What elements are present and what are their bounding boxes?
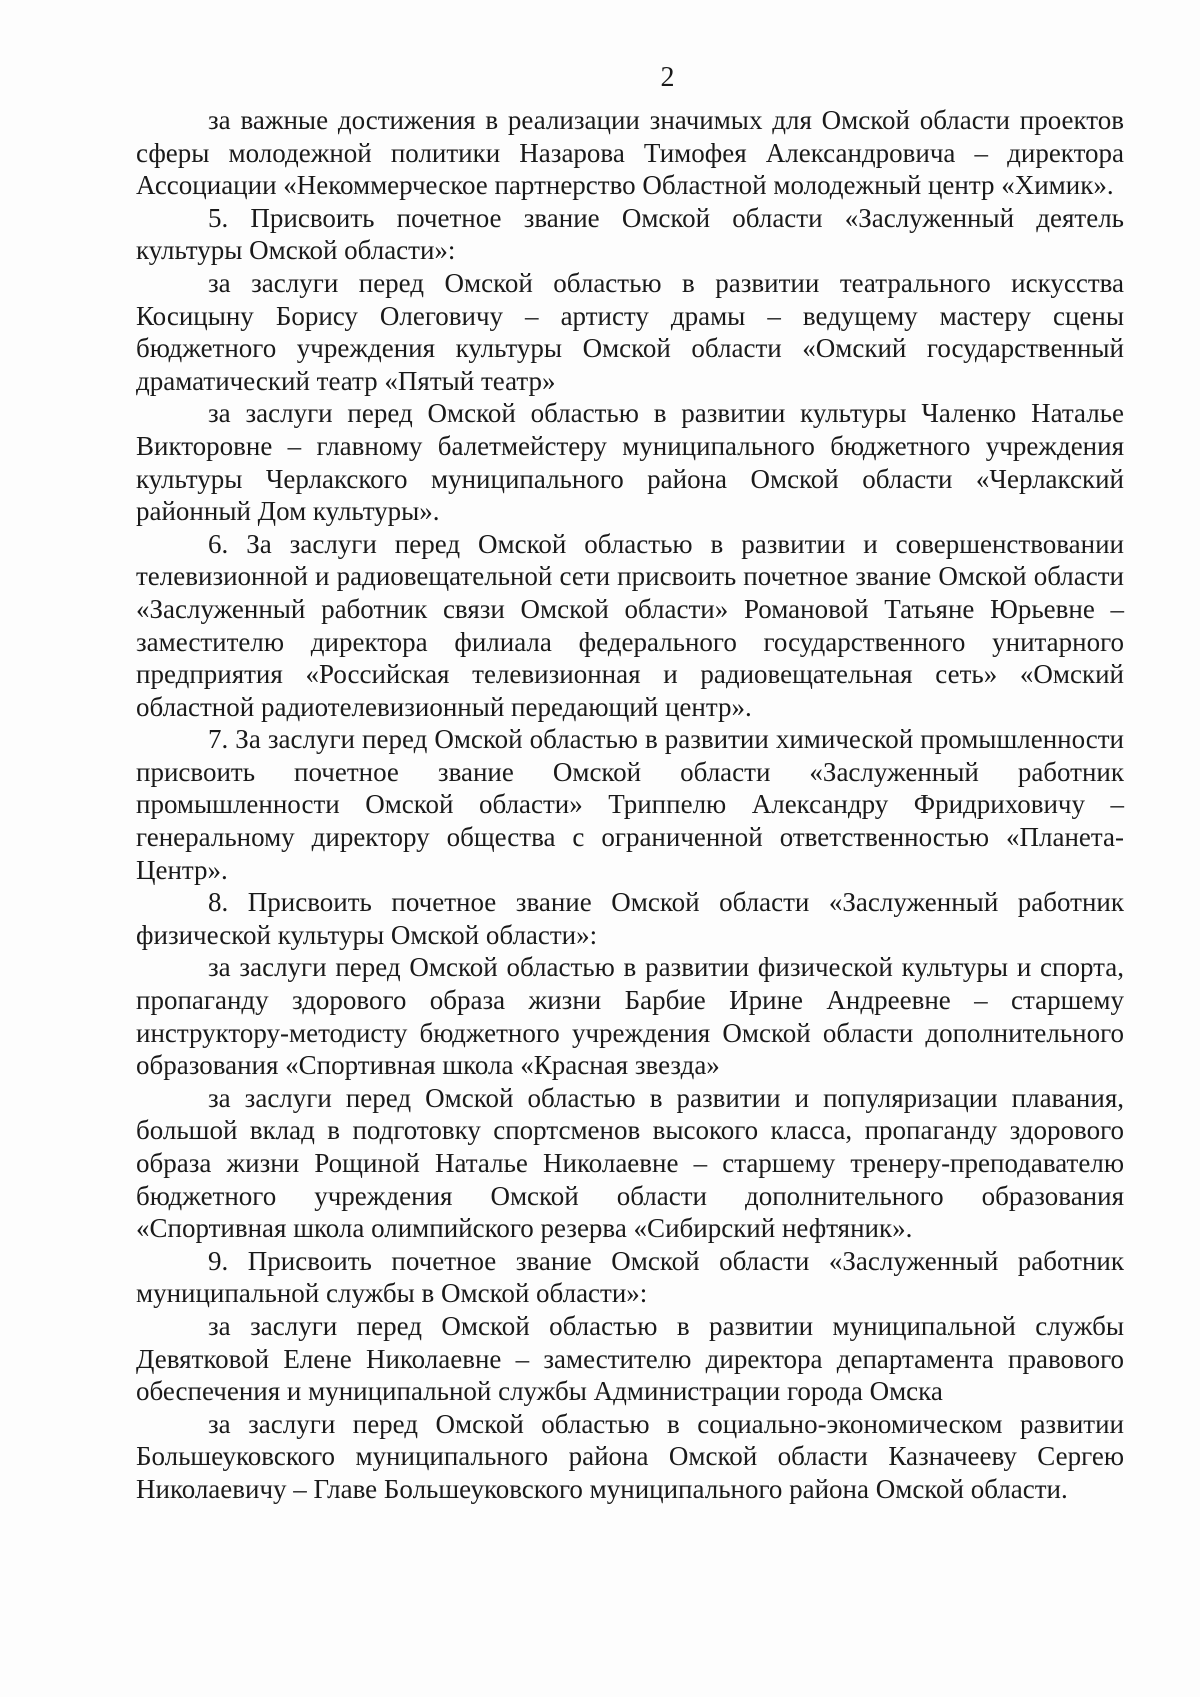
paragraph-item-6-romanova: 6. За заслуги перед Омской областью в развитии и совершенствовании телевизионной и радиовещательной сети присвоить почетное звание Омской области «Заслуженный работник связи Омской области» Романовой Татьяне Юрьевне – заместителю директора филиала федерального государственного унитарного предприятия «Российская телевизионная и радиовещательная сеть» «Омский областной радиотелевизионный передающий центр». bbox=[136, 528, 1124, 722]
paragraph-award-chalenko: за заслуги перед Омской областью в развитии культуры Чаленко Наталье Викторовне – главному балетмейстеру муниципального бюджетного учреждения культуры Черлакского муниципального района Омской области «Черлакский районный Дом культуры». bbox=[136, 398, 1124, 527]
page-number: 2 bbox=[660, 62, 675, 93]
paragraph-award-roshchina: за заслуги перед Омской областью в развитии и популяризации плавания, большой вклад в подготовку спортсменов высокого класса, пропаганду здорового образа жизни Рощиной Наталье Николаевне – старшему тренеру-преподавателю бюджетного учреждения Омской области дополнительного образования «Спортивная школа олимпийского резерва «Сибирский нефтяник». bbox=[136, 1082, 1124, 1244]
paragraph-item-8-heading: 8. Присвоить почетное звание Омской области «Заслуженный работник физической культуры Омской области»: bbox=[136, 887, 1124, 950]
paragraph-item-9-heading: 9. Присвоить почетное звание Омской области «Заслуженный работник муниципальной службы в Омской области»: bbox=[136, 1245, 1124, 1309]
paragraph-award-barbie: за заслуги перед Омской областью в развитии физической культуры и спорта, пропаганду здорового образа жизни Барбие Ирине Андреевне – старшему инструктору-методисту бюджетного учреждения Омской области дополнительного образования «Спортивная школа «Красная звезда» bbox=[136, 952, 1124, 1081]
paragraph-award-kaznacheev: за заслуги перед Омской областью в социально-экономическом развитии Большеуковского муниципального района Омской области Казначееву Сергею Николаевичу – Главе Большеуковского муниципального района Омской области. bbox=[136, 1408, 1124, 1504]
paragraph-award-devyatkova: за заслуги перед Омской областью в развитии муниципальной службы Девятковой Елене Николаевне – заместителю директора департамента правового обеспечения и муниципальной службы Администрации города Омска bbox=[136, 1310, 1124, 1407]
paragraph-item-7-trippel: 7. За заслуги перед Омской областью в развитии химической промышленности присвоить почетное звание Омской области «Заслуженный работник промышленности Омской области» Триппелю Александру Фридриховичу – генеральному директору общества с ограниченной ответственностью «Планета-Центр». bbox=[136, 724, 1124, 885]
paragraph-award-nazarov: за важные достижения в реализации значимых для Омской области проектов сферы молодежной политики Назарова Тимофея Александровича – директора Ассоциации «Некоммерческое партнерство Областной молодежный центр «Химик». bbox=[136, 105, 1124, 201]
document-body bbox=[136, 104, 1124, 1506]
paragraph-item-5-heading: 5. Присвоить почетное звание Омской области «Заслуженный деятель культуры Омской области»: bbox=[136, 202, 1124, 266]
paragraph-award-kositsyn: за заслуги перед Омской областью в развитии театрального искусства Косицыну Борису Олеговичу – артисту драмы – ведущему мастеру сцены бюджетного учреждения культуры Омской области «Омский государственный драматический театр «Пятый театр» bbox=[136, 267, 1124, 396]
